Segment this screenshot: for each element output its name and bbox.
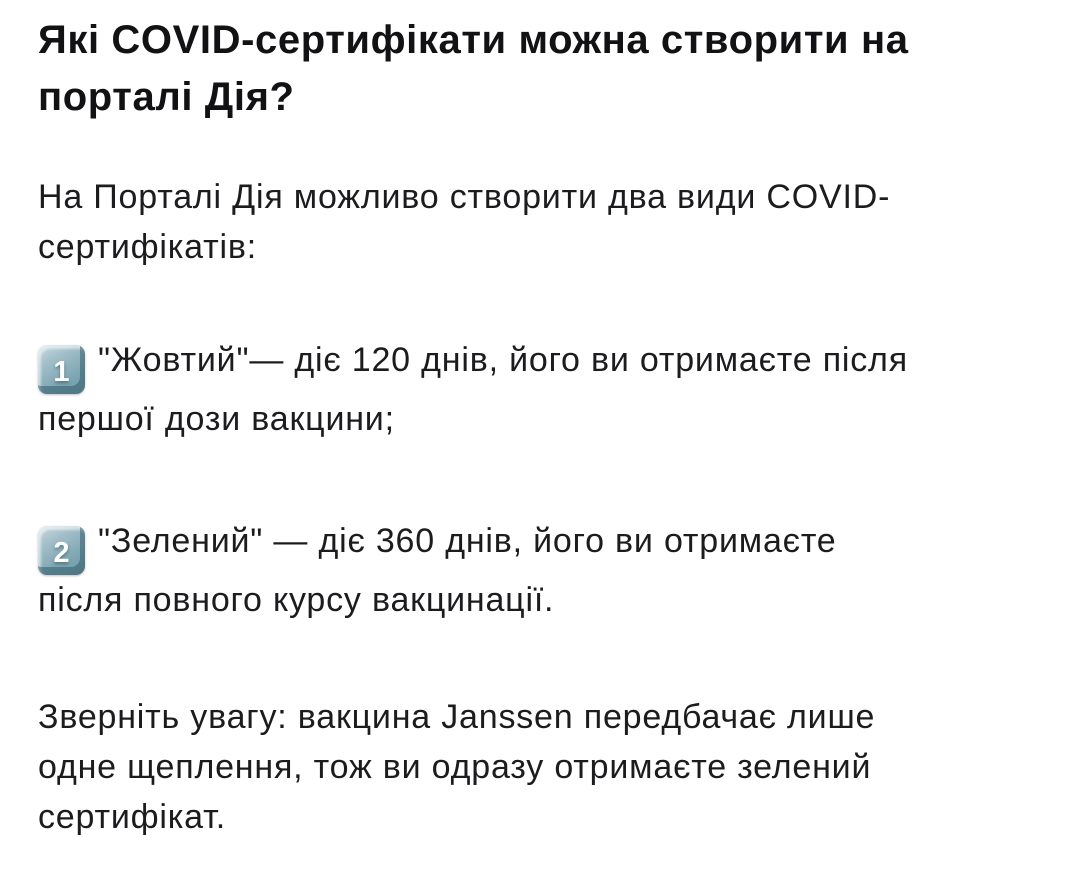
list-item-green-certificate — [38, 516, 1050, 625]
intro-line-2: сертифікатів: — [38, 228, 257, 266]
note-line-3: сертифікат. — [38, 798, 226, 836]
keycap-1-icon — [38, 345, 85, 394]
note-paragraph — [38, 692, 1050, 842]
keycap-1-number: 1 — [53, 356, 70, 388]
note-line-1: Зверніть увагу: вакцина Janssen передбачає лише — [38, 698, 876, 736]
list-item-yellow-certificate — [38, 335, 1050, 444]
intro-paragraph — [38, 172, 1050, 272]
keycap-2-icon — [38, 526, 85, 575]
yellow-certificate-line-1: "Жовтий"— діє 120 днів, його ви отримаєте після — [98, 341, 908, 379]
yellow-certificate-line-2: першої дози вакцини; — [38, 400, 395, 438]
green-certificate-line-2: після повного курсу вакцинації. — [38, 581, 555, 619]
page-title-line-2: порталі Дія? — [38, 75, 295, 119]
keycap-2-number: 2 — [53, 537, 70, 569]
intro-line-1: На Порталі Дія можливо створити два види COVID- — [38, 178, 891, 216]
note-line-2: одне щеплення, тож ви одразу отримаєте зелений — [38, 748, 872, 786]
page-title-line-1: Які COVID-сертифікати можна створити на — [38, 18, 909, 62]
page-title — [38, 12, 1050, 126]
green-certificate-line-1: "Зелений" — діє 360 днів, його ви отримаєте — [98, 522, 837, 560]
